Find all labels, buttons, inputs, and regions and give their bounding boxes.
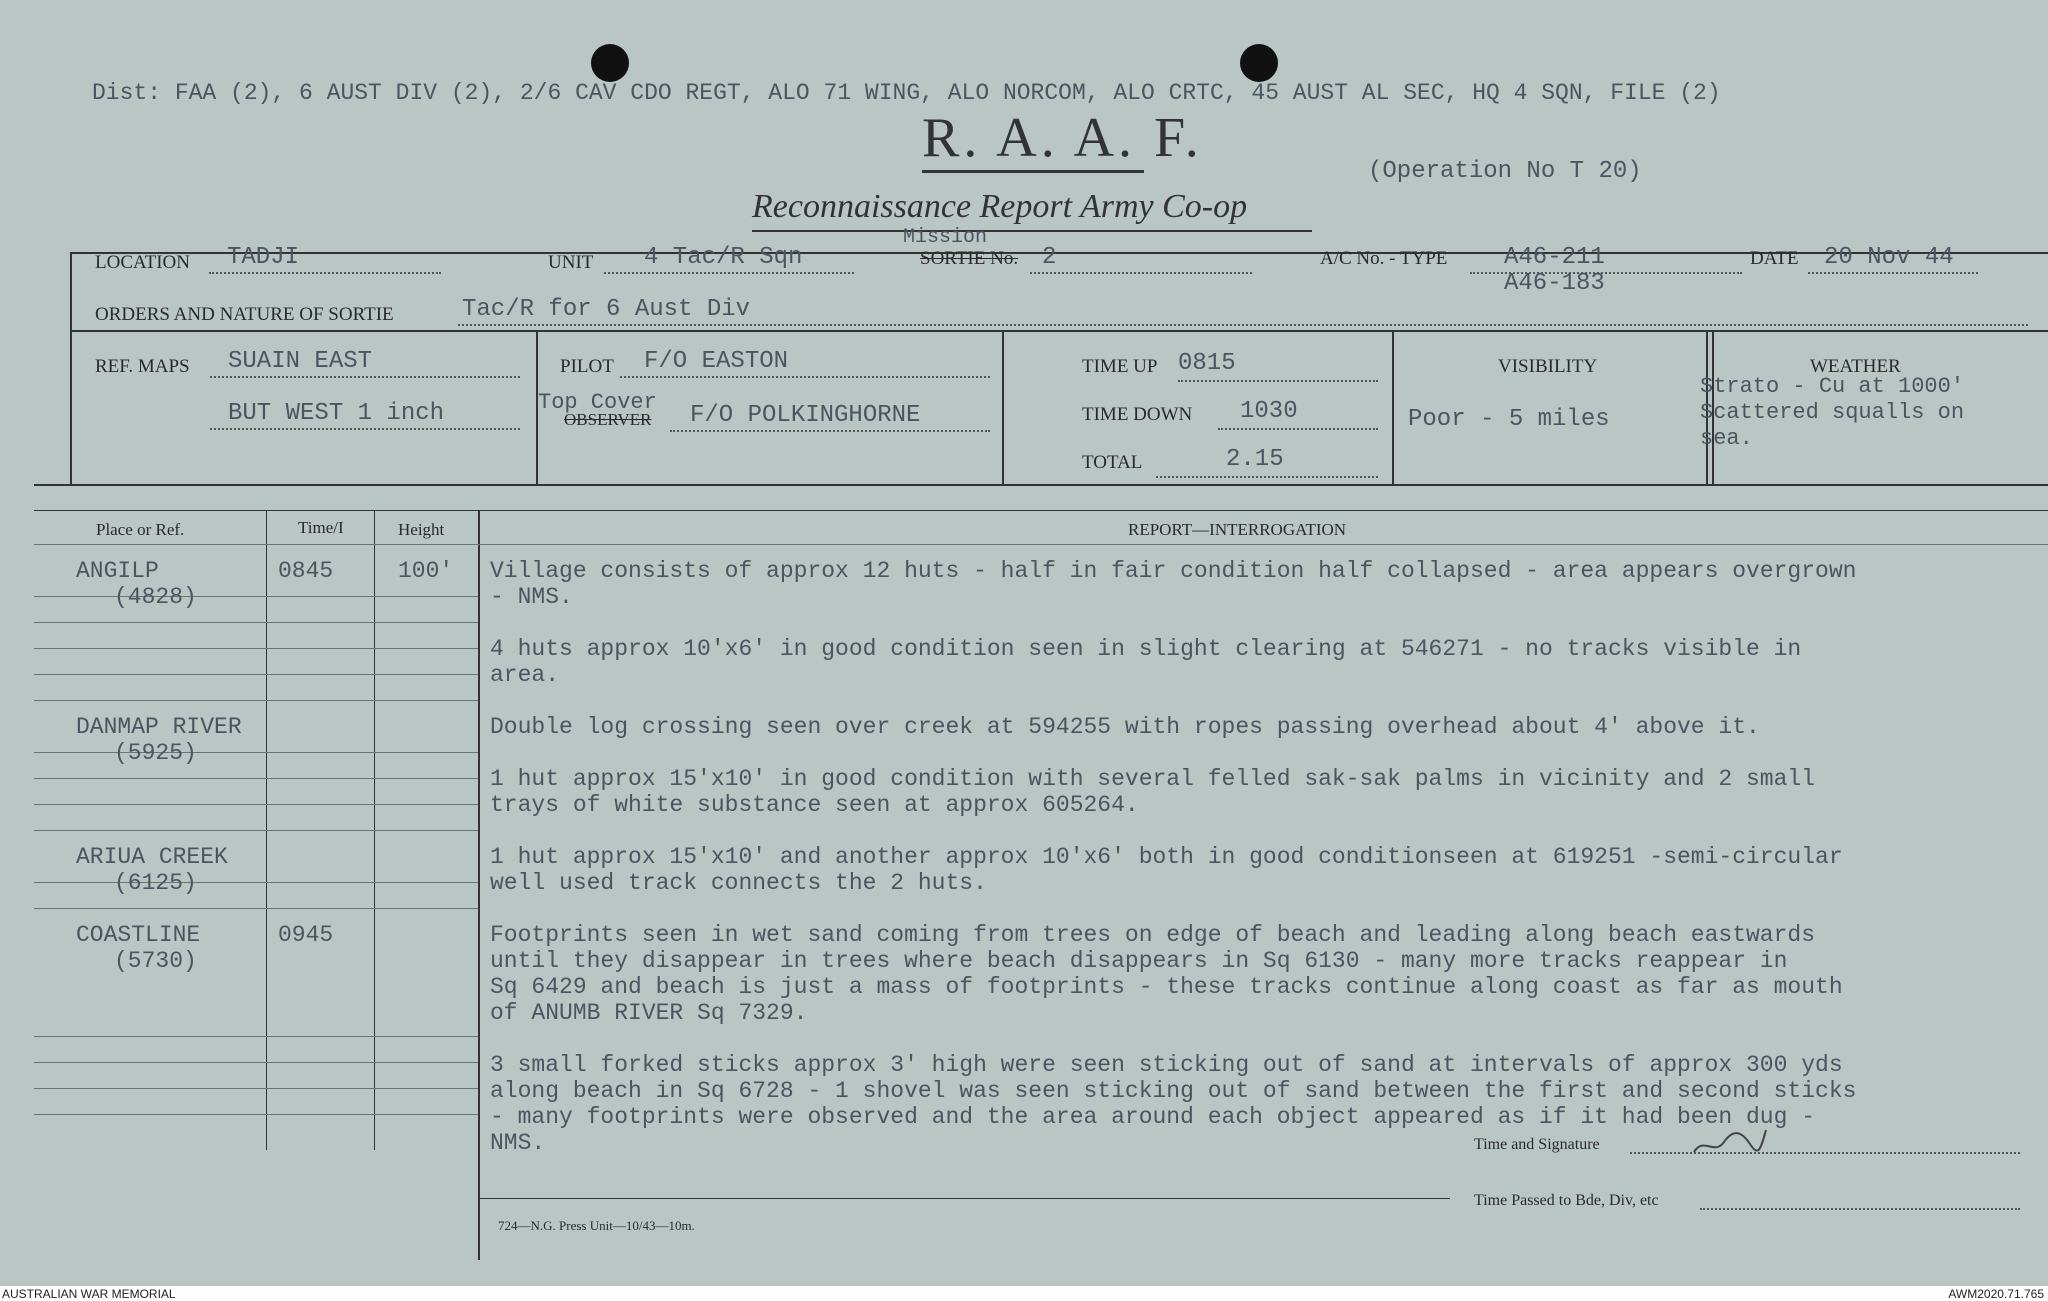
header-left-rule	[70, 252, 72, 486]
time-down-label: TIME DOWN	[1082, 404, 1193, 425]
entry-place: COASTLINE	[76, 922, 201, 948]
entry-ref: (5925)	[114, 740, 197, 766]
entry-report-line: Sq 6429 and beach is just a mass of footprints - these tracks continue along coast as far as mouth	[490, 974, 1843, 1000]
pilot-label: PILOT	[560, 356, 614, 377]
ref-maps-label: REF. MAPS	[95, 356, 190, 377]
unit-value: 4 Tac/R Sqn	[644, 244, 803, 271]
time-passed-label: Time Passed to Bde, Div, etc	[1474, 1192, 1659, 1209]
entry-report-line: - many footprints were observed and the area around each object appeared as if it had been dug -	[490, 1104, 1816, 1130]
entry-time: 0945	[278, 922, 334, 948]
signature-scribble	[1690, 1122, 1770, 1162]
entry-report-line: Footprints seen in wet sand coming from trees on edge of beach and leading along beach eastwards	[490, 922, 1816, 948]
ref-maps-value-1: SUAIN EAST	[228, 348, 373, 375]
entry-report-line: Village consists of approx 12 huts - half in fair condition half collapsed - area appears overgrown	[490, 558, 1857, 584]
pilot-field	[620, 348, 990, 378]
ac-type-label: A/C No. - TYPE	[1320, 248, 1448, 269]
date-label: DATE	[1750, 248, 1799, 269]
total-value: 2.15	[1226, 446, 1284, 473]
punch-hole-left	[591, 44, 629, 82]
footer-accession: AWM2020.71.765	[1948, 1287, 2044, 1301]
time-up-value: 0815	[1178, 350, 1236, 377]
form-title-underline	[752, 230, 1312, 232]
entry-ref: (4828)	[114, 584, 197, 610]
time-up-label: TIME UP	[1082, 356, 1158, 377]
location-label: LOCATION	[95, 252, 190, 273]
weather-line-2: Scattered squalls on	[1700, 400, 1965, 425]
mission-label: Mission	[903, 226, 988, 249]
ruled-line	[34, 674, 478, 675]
col-rule-height	[478, 510, 480, 1260]
entry-place: ARIUA CREEK	[76, 844, 228, 870]
top-cover-label: Top Cover	[538, 390, 657, 415]
ruled-line	[34, 1088, 478, 1089]
entry-report-line: - NMS.	[490, 584, 573, 610]
sortie-label: SORTIE No.	[920, 248, 1019, 269]
entry-report-line: 1 hut approx 15'x10' in good condition with several felled sak-sak palms in vicinity and 2 small	[490, 766, 1816, 792]
weather-line-1: Strato - Cu at 1000'	[1700, 374, 1965, 399]
date-value: 20 Nov 44	[1824, 244, 1954, 271]
entry-report-line: 1 hut approx 15'x10' and another approx 10'x6' both in good conditionseen at 619251 -semi-circular	[490, 844, 1843, 870]
entry-report-line: until they disappear in trees where beach disappears in Sq 6130 - many more tracks reappear in	[490, 948, 1788, 974]
ruled-line	[34, 778, 478, 779]
observer-value: F/O POLKINGHORNE	[690, 402, 921, 429]
weather-label: WEATHER	[1810, 356, 1901, 377]
entry-report-line: 4 huts approx 10'x6' in good condition seen in slight clearing at 546271 - no tracks visible in	[490, 636, 1802, 662]
punch-hole-right	[1240, 44, 1278, 82]
ruled-line	[34, 622, 478, 623]
col-header-report: REPORT—INTERROGATION	[1128, 520, 1347, 539]
ruled-line	[34, 1062, 478, 1063]
ac-type-value-1: A46-211	[1504, 244, 1605, 271]
orders-label: ORDERS AND NATURE OF SORTIE	[95, 304, 394, 325]
observer-label: OBSERVER	[564, 410, 652, 429]
date-field	[1808, 244, 1978, 274]
pilot-value: F/O EASTON	[644, 348, 789, 375]
col-header-height: Height	[398, 520, 445, 539]
org-title: R. A. A. F.	[922, 107, 1203, 169]
entry-ref: (6125)	[114, 870, 197, 896]
ruled-line	[34, 596, 478, 597]
entry-time: 0845	[278, 558, 334, 584]
entry-place: DANMAP RIVER	[76, 714, 242, 740]
distribution-line: Dist: FAA (2), 6 AUST DIV (2), 2/6 CAV CDO REGT, ALO 71 WING, ALO NORCOM, ALO CRTC, 45 AUST AL SEC, HQ 4 SQN, FILE (2)	[92, 80, 1721, 106]
org-title-underline	[922, 170, 1144, 173]
total-label: TOTAL	[1082, 452, 1143, 473]
time-passed-field	[1700, 1198, 2020, 1210]
ref-maps-field-2	[210, 400, 520, 430]
time-down-field	[1218, 398, 1378, 430]
entry-report-line: of ANUMB RIVER Sq 7329.	[490, 1000, 808, 1026]
time-down-value: 1030	[1240, 398, 1298, 425]
entry-report-line: along beach in Sq 6728 - 1 shovel was seen sticking out of sand between the first and second sticks	[490, 1078, 1857, 1104]
orders-value: Tac/R for 6 Aust Div	[462, 296, 751, 323]
unit-label: UNIT	[548, 252, 594, 273]
sortie-value: 2	[1042, 244, 1057, 271]
total-field	[1156, 446, 1378, 478]
location-field	[209, 244, 441, 274]
entry-ref: (5730)	[114, 948, 197, 974]
entry-report-line: 3 small forked sticks approx 3' high were seen sticking out of sand at intervals of approx 300 yds	[490, 1052, 1843, 1078]
signature-rule	[478, 1198, 1450, 1199]
ruled-line	[34, 700, 478, 701]
entry-report-line: Double log crossing seen over creek at 594255 with ropes passing overhead about 4' above it.	[490, 714, 1760, 740]
visibility-value: Poor - 5 miles	[1408, 406, 1610, 433]
form-title: Reconnaissance Report Army Co-op	[752, 188, 1248, 225]
entry-report-line: area.	[490, 662, 560, 688]
ref-maps-field-1	[210, 348, 520, 378]
ref-maps-value-2: BUT WEST 1 inch	[228, 400, 445, 427]
entry-place: ANGILP	[76, 558, 159, 584]
ruled-line	[34, 1114, 478, 1115]
weather-line-3: sea.	[1700, 426, 1753, 451]
location-value: TADJI	[227, 244, 300, 271]
header-col-rule-3	[1392, 330, 1394, 486]
time-signature-label: Time and Signature	[1474, 1136, 1600, 1153]
ruled-line	[34, 804, 478, 805]
unit-field	[604, 244, 854, 274]
observer-field	[670, 402, 990, 432]
col-header-rule	[34, 544, 2048, 545]
ruled-line	[34, 830, 478, 831]
time-up-field	[1178, 350, 1378, 382]
orders-field	[458, 296, 2028, 326]
ruled-line	[34, 648, 478, 649]
ruled-line	[34, 882, 478, 883]
time-signature-field	[1630, 1142, 2020, 1154]
ruled-line	[34, 908, 478, 909]
ac-type-value-2: A46-183	[1504, 270, 1605, 297]
header-col-rule-2	[1002, 330, 1004, 486]
entry-report-line: NMS.	[490, 1130, 546, 1156]
col-header-place: Place or Ref.	[96, 520, 185, 539]
operation-number: (Operation No T 20)	[1368, 158, 1642, 185]
visibility-label: VISIBILITY	[1498, 356, 1598, 377]
sortie-field	[1030, 244, 1252, 274]
ruled-line	[34, 1036, 478, 1037]
table-top-rule-2	[34, 510, 2048, 511]
header-mid-rule	[70, 330, 2048, 332]
footer-credit: AUSTRALIAN WAR MEMORIAL	[2, 1287, 176, 1301]
ruled-line	[34, 752, 478, 753]
weather-value	[1700, 374, 1964, 452]
table-top-rule	[34, 484, 2048, 486]
press-note: 724—N.G. Press Unit—10/43—10m.	[498, 1218, 695, 1233]
entry-report-line: trays of white substance seen at approx 605264.	[490, 792, 1139, 818]
entry-report-line: well used track connects the 2 huts.	[490, 870, 987, 896]
entry-height: 100'	[398, 558, 454, 584]
col-header-time: Time/I	[298, 518, 344, 537]
